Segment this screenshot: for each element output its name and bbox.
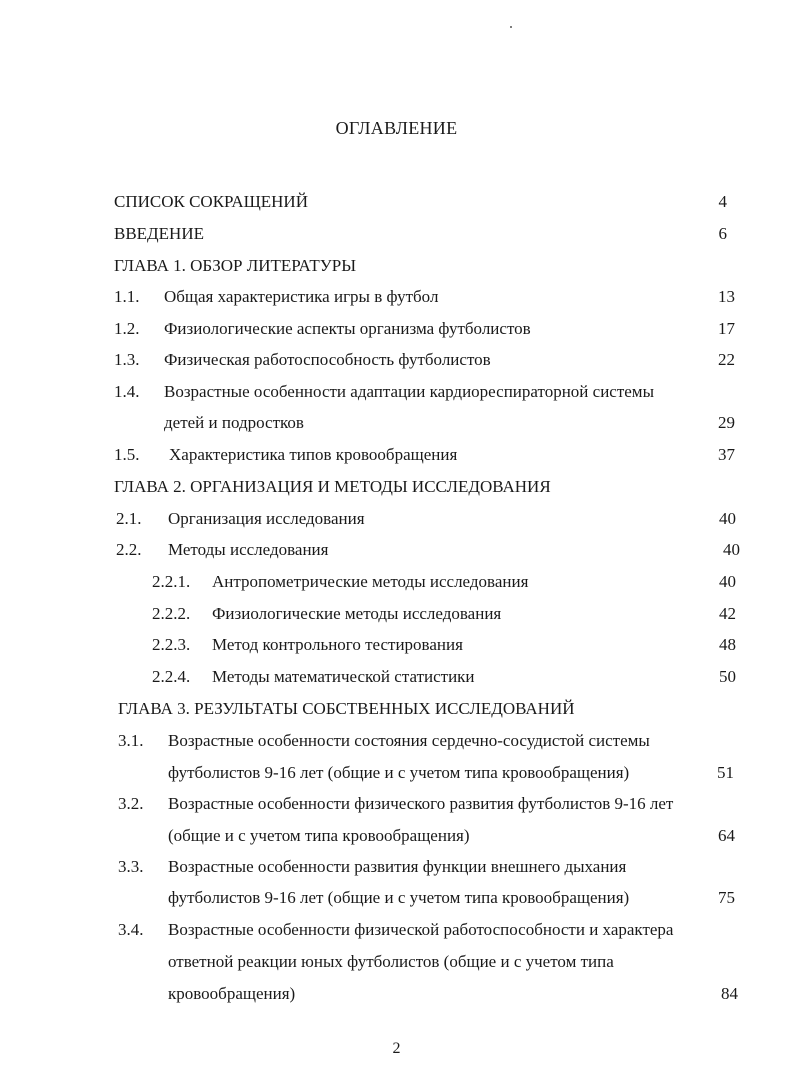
section-number: 2.1. [116,509,142,528]
section-title: Возрастные особенности физической работоспособности и характера [168,920,674,939]
section-page: 40 [723,540,740,559]
subsection-title: Методы математической статистики [212,667,475,686]
section-title: Возрастные особенности развития функции внешнего дыхания [168,857,627,876]
section-title-continued: ответной реакции юных футболистов (общие и с учетом типа [168,952,614,971]
toc-entry-page: 4 [718,192,727,211]
section-number: 3.4. [118,920,144,939]
section-title: Физиологические аспекты организма футболистов [164,319,531,338]
section-number: 3.2. [118,794,144,813]
subsection-title: Метод контрольного тестирования [212,635,463,654]
section-page: 17 [718,319,735,338]
section-page: 37 [718,445,735,464]
toc-entry-page: 6 [718,224,727,243]
subsection-number: 2.2.2. [152,604,191,623]
scan-speck [510,26,512,28]
subsection-title: Антропометрические методы исследования [212,572,529,591]
section-page: 13 [718,287,735,306]
toc-entry-label: ВВЕДЕНИЕ [114,224,204,243]
chapter-heading: ГЛАВА 1. ОБЗОР ЛИТЕРАТУРЫ [114,256,357,275]
page-number: 2 [392,1040,401,1057]
subsection-page: 50 [719,667,736,686]
subsection-title: Физиологические методы исследования [212,604,502,623]
subsection-page: 42 [719,604,736,623]
section-title: Методы исследования [168,540,329,559]
section-number: 1.1. [114,287,140,306]
section-page: 75 [718,888,735,907]
subsection-page: 40 [719,572,736,591]
chapter-heading: ГЛАВА 3. РЕЗУЛЬТАТЫ СОБСТВЕННЫХ ИССЛЕДОВАНИЙ [118,699,575,718]
section-page: 22 [718,350,735,369]
section-number: 3.1. [118,731,144,750]
section-number: 1.5. [114,445,140,464]
toc-entry-label: СПИСОК СОКРАЩЕНИЙ [114,192,308,211]
section-title: Физическая работоспособность футболистов [164,350,491,369]
section-number: 3.3. [118,857,144,876]
section-title: Организация исследования [168,509,365,528]
section-title-continued: футболистов 9-16 лет (общие и с учетом типа кровообращения) [168,763,630,782]
section-title: Возрастные особенности состояния сердечно-сосудистой системы [168,731,650,750]
section-page: 84 [721,984,738,1003]
section-title: Возрастные особенности адаптации кардиореспираторной системы [164,382,654,401]
section-page: 40 [719,509,736,528]
section-page: 51 [717,763,734,782]
section-title-continued: футболистов 9-16 лет (общие и с учетом типа кровообращения) [168,888,630,907]
page-title: ОГЛАВЛЕНИЕ [335,118,458,138]
section-number: 1.4. [114,382,140,401]
subsection-number: 2.2.1. [152,572,191,591]
section-title-continued: детей и подростков [164,413,304,432]
section-page: 64 [718,826,735,845]
section-number: 1.3. [114,350,140,369]
subsection-number: 2.2.4. [152,667,191,686]
subsection-page: 48 [719,635,736,654]
section-title: Характеристика типов кровообращения [169,445,458,464]
section-title-continued: кровообращения) [168,984,296,1003]
section-title: Возрастные особенности физического развития футболистов 9-16 лет [168,794,674,813]
subsection-number: 2.2.3. [152,635,191,654]
section-number: 1.2. [114,319,140,338]
section-title-continued: (общие и с учетом типа кровообращения) [168,826,470,845]
section-page: 29 [718,413,735,432]
section-number: 2.2. [116,540,142,559]
section-title: Общая характеристика игры в футбол [164,287,439,306]
chapter-heading: ГЛАВА 2. ОРГАНИЗАЦИЯ И МЕТОДЫ ИССЛЕДОВАНИЯ [114,477,551,496]
